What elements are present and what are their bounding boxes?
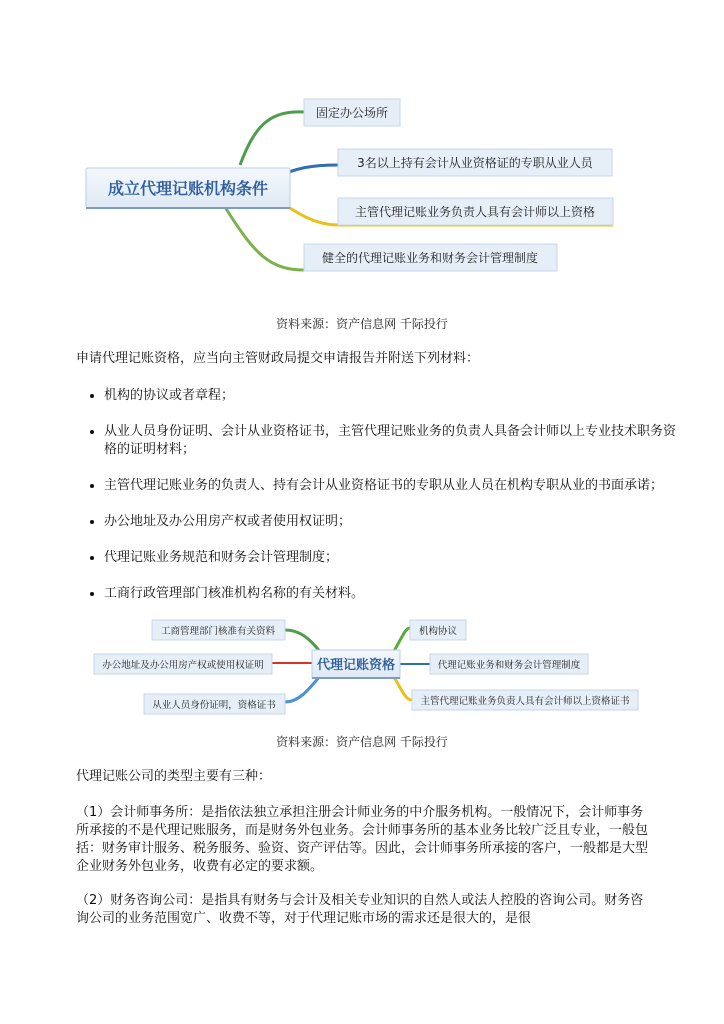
types-intro: 代理记账公司的类型主要有三种： [76,769,272,784]
branch-node-2: 3名以上持有会计从业资格证的专职从业人员 [357,156,593,170]
center-node: 成立代理记账机构条件 [107,179,269,198]
list-item: • 机构的协议或者章程； [104,386,678,405]
right-node-1: 机构协议 [418,626,458,637]
mindmap-qualification [80,608,650,720]
figure-caption-2: 资料来源：资产信息网 千际投行 [276,735,448,749]
branch-node-4: 健全的代理记账业务和财务会计管理制度 [321,251,539,265]
center-node: 代理记账资格 [316,658,396,673]
list-item: • 主管代理记账业务的负责人、持有会计从业资格证书的专职从业人员在机构专职从业的书面承诺； [104,476,678,495]
right-node-3: 主管代理记账业务负责人具有会计师以上资格证书 [420,696,630,707]
materials-list [76,386,678,620]
type2-paragraph: （2）财务咨询公司：是指具有财务与会计及相关专业知识的自然人或法人控股的咨询公司。财务咨询公司的业务范围宽广、收费不等，对于代理记账市场的需求还是很大的，是很 [76,893,644,926]
branch-node-1: 固定办公场所 [315,106,389,120]
branch-node-3: 主管代理记账业务负责人具有会计师以上资格 [354,205,596,219]
right-node-2: 代理记账业务和财务会计管理制度 [437,660,581,671]
left-node-2: 办公地址及办公用房产权或使用权证明 [102,660,264,671]
list-item: • 从业人员身份证明、会计从业资格证书，主管代理记账业务的负责人具备会计师以上专业技术职务资格的证明材料； [104,422,678,459]
intro-paragraph: 申请代理记账资格，应当向主管财政局提交申请报告并附送下列材料： [76,351,480,366]
left-node-3: 从业人员身份证明，资格证书 [152,700,276,711]
left-node-1: 工商管理部门核准有关资料 [160,626,276,637]
figure-caption-1: 资料来源：资产信息网 千际投行 [276,317,448,331]
type1-paragraph: （1）会计师事务所：是指依法独立承担注册会计师业务的中介服务机构。一般情况下，会计师事务所承接的不是代理记账服务，而是财务外包业务。会计师事务所的基本业务比较广泛且专业，一般包括：财务审计服务、税务服务、验资、资产评估等。因此，会计师事务所承接的客户，一般都是大型企业财务外包业务，收费有必定的要求额。 [76,805,649,874]
mindmap-conditions [80,85,640,285]
list-item: • 工商行政管理部门核准机构名称的有关材料。 [104,584,678,603]
list-item: • 代理记账业务规范和财务会计管理制度； [104,548,678,567]
list-item: • 办公地址及办公用房产权或者使用权证明； [104,512,678,531]
